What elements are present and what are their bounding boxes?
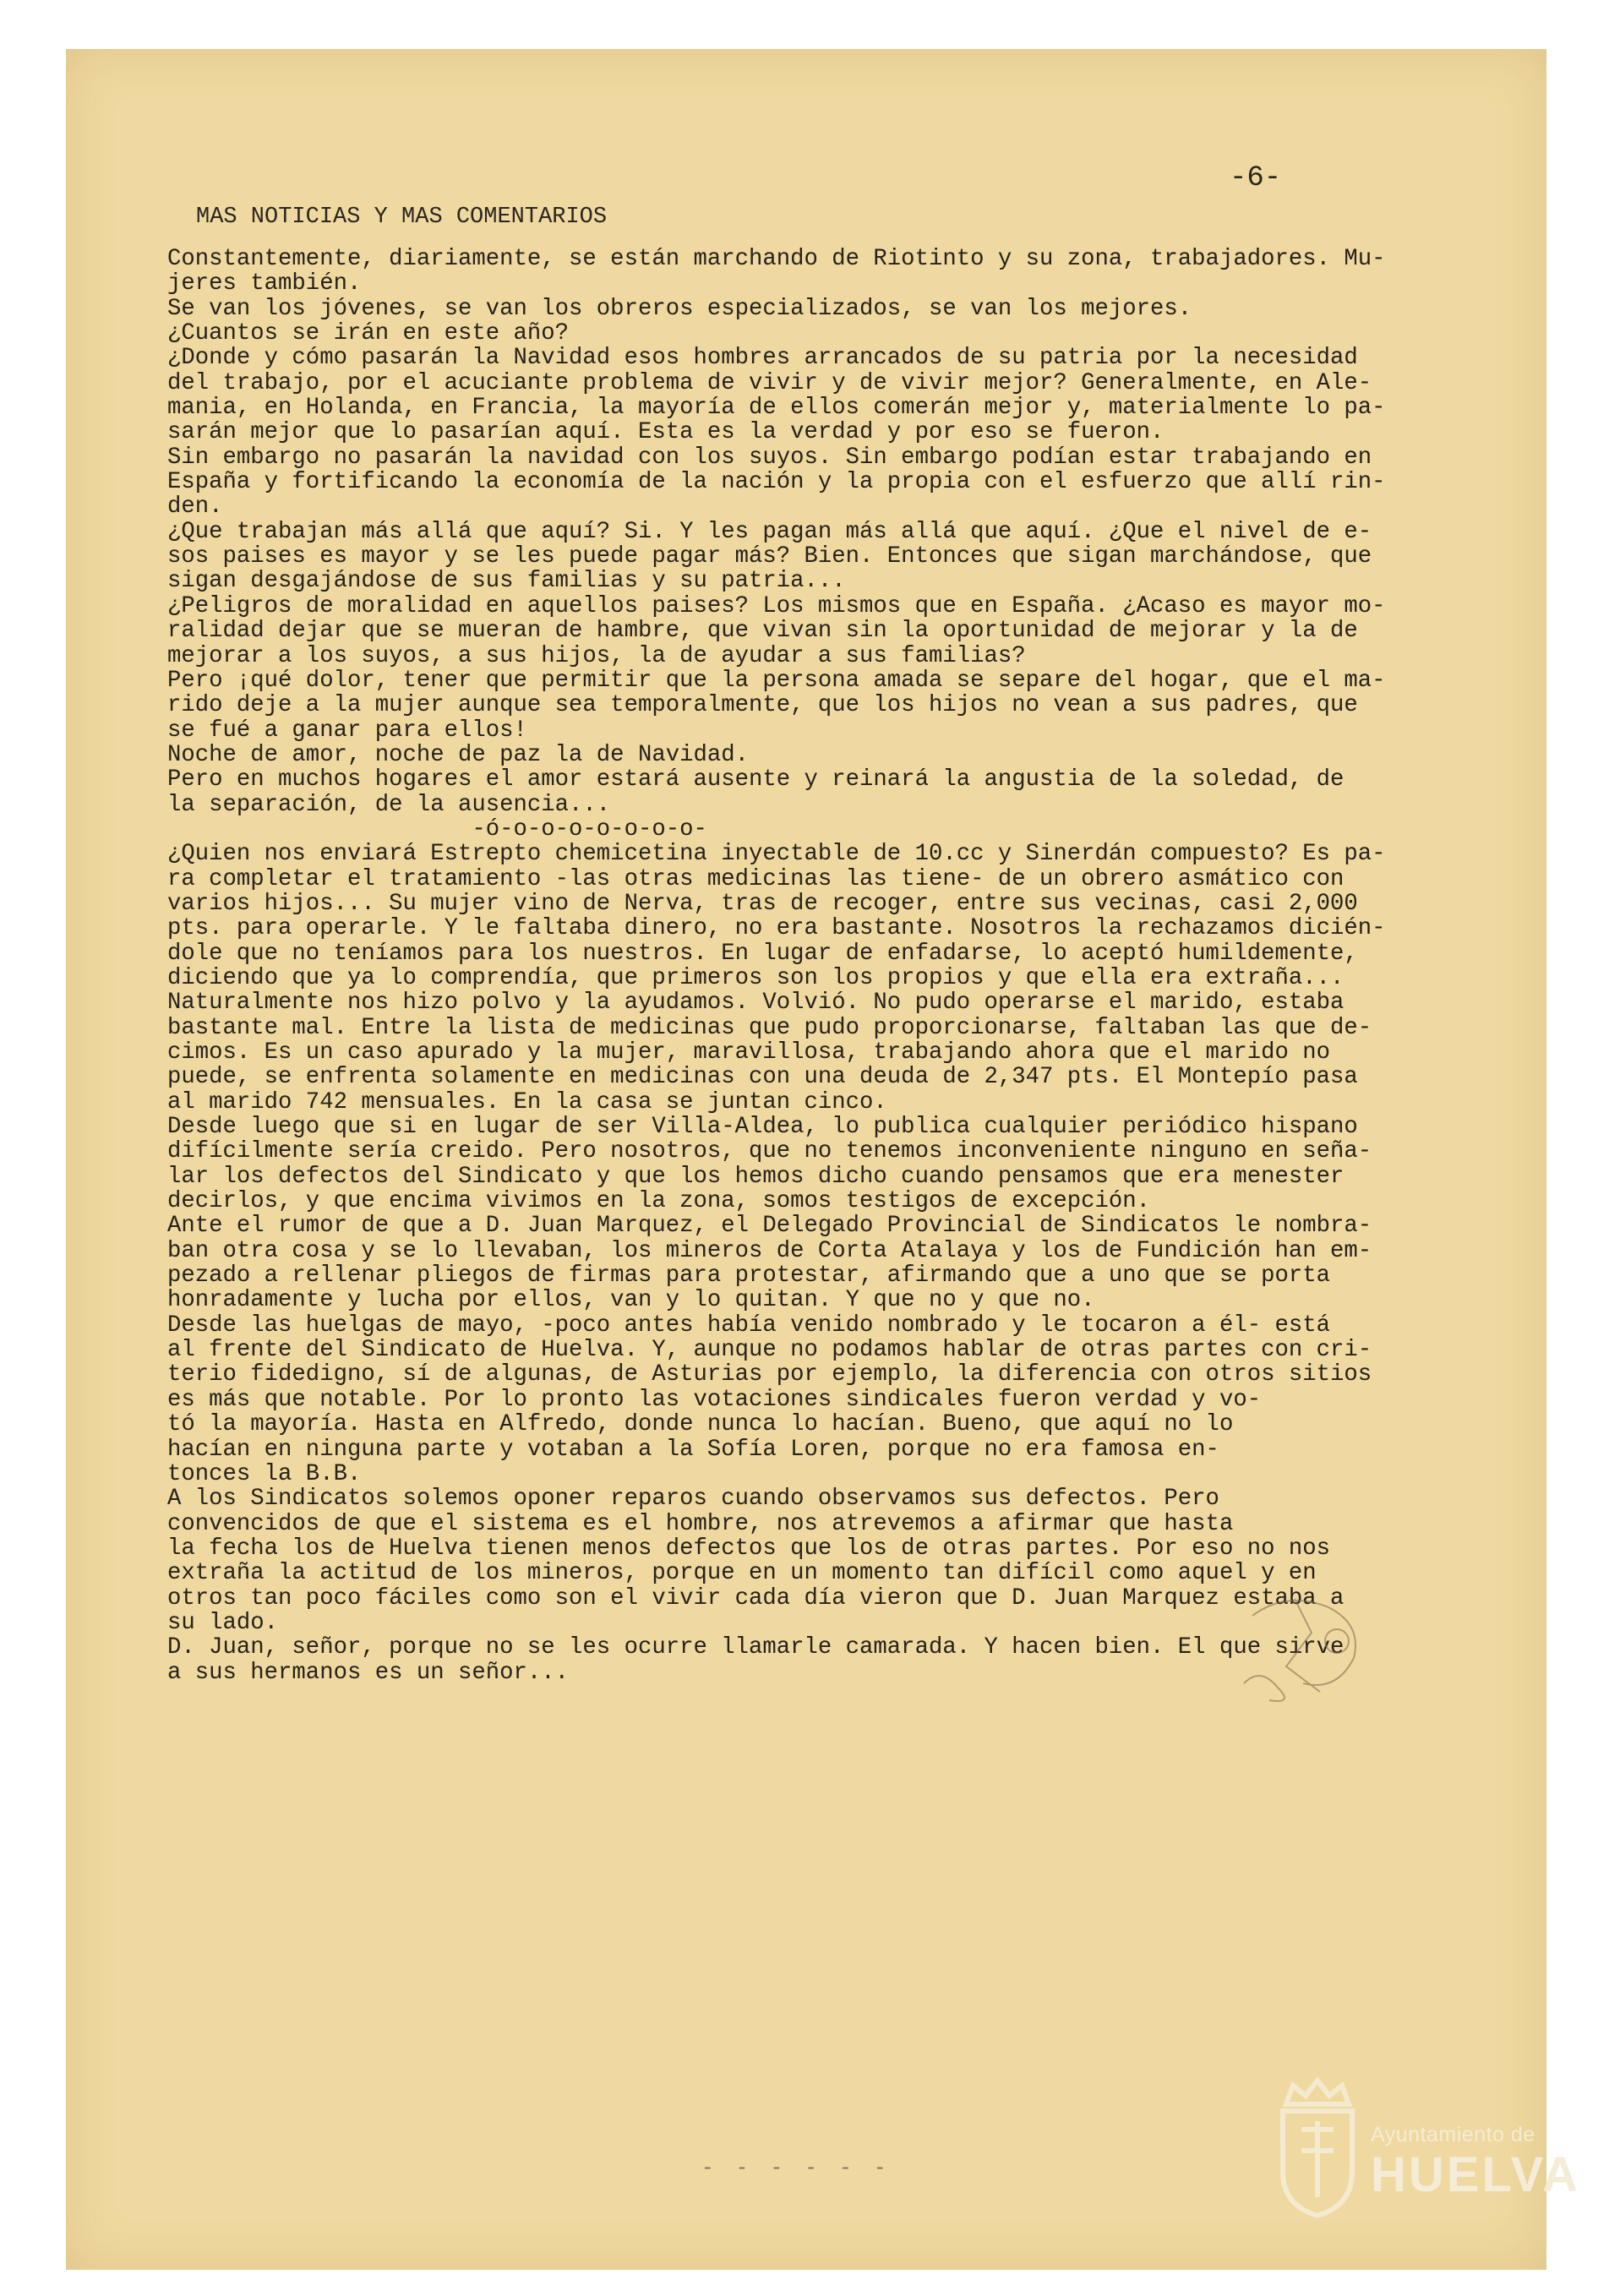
- text-line: mania, en Holanda, en Francia, la mayoría de ellos comerán mejor y, materialmente lo pa-: [167, 395, 1386, 422]
- text-line: Pero en muchos hogares el amor estará ausente y reinará la angustia de la soledad, de: [167, 766, 1344, 794]
- text-line: ra completar el tratamiento -las otras medicinas las tiene- de un obrero asmático con: [167, 865, 1344, 892]
- text-line: mejorar a los suyos, a sus hijos, la de ayudar a sus familias?: [167, 642, 1026, 669]
- text-line: tó la mayoría. Hasta en Alfredo, donde nunca lo hacían. Bueno, que aquí no lo: [167, 1411, 1234, 1438]
- text-line: Se van los jóvenes, se van los obreros especializados, se van los mejores.: [167, 295, 1192, 322]
- text-line: ¿Peligros de moralidad en aquellos paises? Los mismos que en España. ¿Acaso es mayor mo-: [167, 592, 1386, 619]
- text-line: Constantemente, diariamente, se están marchando de Riotinto y su zona, trabajadores. Mu-: [167, 246, 1386, 272]
- text-line: ¿Cuantos se irán en este año?: [167, 320, 570, 347]
- text-line: honradamente y lucha por ellos, van y lo quitan. Y que no y que no.: [167, 1287, 1095, 1314]
- text-line: bastante mal. Entre la lista de medicinas que pudo proporcionarse, faltaban las que de-: [167, 1014, 1372, 1041]
- text-line: hacían en ninguna parte y votaban a la Sofía Loren, porque no era famosa en-: [167, 1436, 1219, 1463]
- text-line: al frente del Sindicato de Huelva. Y, aunque no podamos hablar de otras partes con cri-: [167, 1337, 1372, 1364]
- text-line: puede, se enfrenta solamente en medicinas con una deuda de 2,347 pts. El Montepío pasa: [167, 1064, 1358, 1091]
- text-line: Sin embargo no pasarán la navidad con los suyos. Sin embargo podían estar trabajando en: [167, 444, 1372, 471]
- text-line: convencidos de que el sistema es el hombre, nos atrevemos a afirmar que hasta: [167, 1510, 1234, 1537]
- text-line: D. Juan, señor, porque no se les ocurre llamarle camarada. Y hacen bien. El que sirve: [167, 1634, 1344, 1661]
- text-line: den.: [167, 494, 223, 521]
- text-line: ralidad dejar que se mueran de hambre, que vivan sin la oportunidad de mejorar y la de: [167, 618, 1358, 645]
- text-line: ¿Quien nos enviará Estrepto chemicetina inyectable de 10.cc y Sinerdán compuesto? Es pa-: [167, 841, 1386, 868]
- text-line: difícilmente sería creido. Pero nosotros, que no tenemos inconveniente ninguno en seña-: [167, 1138, 1372, 1165]
- text-line: terio fidedigno, sí de algunas, de Asturias por ejemplo, la diferencia con otros sitios: [167, 1361, 1372, 1388]
- text-line: ¿Que trabajan más allá que aquí? Si. Y les pagan más allá que aquí. ¿Que el nivel de e-: [167, 518, 1372, 545]
- text-line: pts. para operarle. Y le faltaba dinero, no era bastante. Nosotros la rechazamos dicién-: [167, 915, 1386, 942]
- text-line: rido deje a la mujer aunque sea temporalmente, que los hijos no vean a sus padres, que: [167, 692, 1358, 719]
- huelva-logo: [1268, 2070, 1580, 2239]
- page-number: -6-: [1230, 162, 1282, 194]
- text-line: pezado a rellenar pliegos de firmas para protestar, afirmando que a uno que se porta: [167, 1263, 1330, 1290]
- text-line: varios hijos... Su mujer vino de Nerva, tras de recoger, entre sus vecinas, casi 2,000: [167, 890, 1358, 917]
- text-line: diciendo que ya lo comprendía, que primeros son los propios y que ella era extraña...: [167, 964, 1344, 991]
- text-line: Pero ¡qué dolor, tener que permitir que la persona amada se separe del hogar, que el ma-: [167, 667, 1386, 694]
- text-line: A los Sindicatos solemos oponer reparos cuando observamos sus defectos. Pero: [167, 1486, 1219, 1513]
- text-line: al marido 742 mensuales. En la casa se juntan cinco.: [167, 1088, 887, 1115]
- text-line: se fué a ganar para ellos!: [167, 717, 527, 744]
- text-line: España y fortificando la economía de la nación y la propia con el esfuerzo que allí rin-: [167, 469, 1386, 496]
- text-line: la separación, de la ausencia...: [167, 791, 611, 818]
- huelva-coat-of-arms-icon: [1268, 2070, 1367, 2222]
- text-line: jeres también.: [167, 270, 362, 297]
- text-line: otros tan poco fáciles como son el vivir cada día vieron que D. Juan Marquez estaba a: [167, 1584, 1344, 1612]
- page-title: MAS NOTICIAS Y MAS COMENTARIOS: [196, 205, 608, 230]
- text-line: sigan desgajándose de sus familias y su patria...: [167, 568, 846, 595]
- sketch-doodle-icon: [1235, 1582, 1379, 1709]
- text-line: Naturalmente nos hizo polvo y la ayudamos. Volvió. No pudo operarse el marido, estaba: [167, 990, 1344, 1017]
- text-line: ¿Donde y cómo pasarán la Navidad esos hombres arrancados de su patria por la necesidad: [167, 345, 1358, 372]
- text-line: Desde luego que si en lugar de ser Villa-Aldea, lo publica cualquier periódico hispano: [167, 1114, 1358, 1141]
- text-line: -ó-o-o-o-o-o-o-o-: [167, 815, 707, 843]
- logo-subtitle: Ayuntamiento de: [1371, 2123, 1535, 2146]
- text-line: Ante el rumor de que a D. Juan Marquez, el Delegado Provincial de Sindicatos le nombra-: [167, 1213, 1372, 1240]
- text-line: dole que no teníamos para los nuestros. En lugar de enfadarse, lo aceptó humildemente,: [167, 940, 1358, 967]
- logo-name: HUELVA: [1371, 2147, 1580, 2202]
- text-line: a sus hermanos es un señor...: [167, 1659, 570, 1686]
- text-line: cimos. Es un caso apurado y la mujer, maravillosa, trabajando ahora que el marido no: [167, 1039, 1330, 1066]
- footer-dashes: - - - - - -: [701, 2157, 892, 2180]
- text-line: del trabajo, por el acuciante problema de vivir y de vivir mejor? Generalmente, en Ale-: [167, 369, 1372, 396]
- text-line: Desde las huelgas de mayo, -poco antes había venido nombrado y le tocaron a él- está: [167, 1312, 1330, 1339]
- text-line: su lado.: [167, 1609, 279, 1636]
- text-line: extraña la actitud de los mineros, porque en un momento tan difícil como aquel y en: [167, 1560, 1317, 1587]
- text-line: lar los defectos del Sindicato y que los hemos dicho cuando pensamos que era menester: [167, 1163, 1344, 1190]
- document-body: [167, 247, 1418, 1685]
- text-line: sarán mejor que lo pasarían aquí. Esta es la verdad y por eso se fueron.: [167, 419, 1164, 446]
- text-line: decirlos, y que encima vivimos en la zona, somos testigos de excepción.: [167, 1188, 1151, 1215]
- text-line: ban otra cosa y se lo llevaban, los mineros de Corta Atalaya y los de Fundición han em-: [167, 1237, 1372, 1264]
- text-line: tonces la B.B.: [167, 1460, 362, 1487]
- text-line: sos paises es mayor y se les puede pagar más? Bien. Entonces que sigan marchándose, que: [167, 543, 1372, 570]
- text-line: la fecha los de Huelva tienen menos defectos que los de otras partes. Por eso no nos: [167, 1535, 1330, 1562]
- text-line: Noche de amor, noche de paz la de Navidad.: [167, 741, 749, 768]
- text-line: es más que notable. Por lo pronto las votaciones sindicales fueron verdad y vo-: [167, 1386, 1262, 1413]
